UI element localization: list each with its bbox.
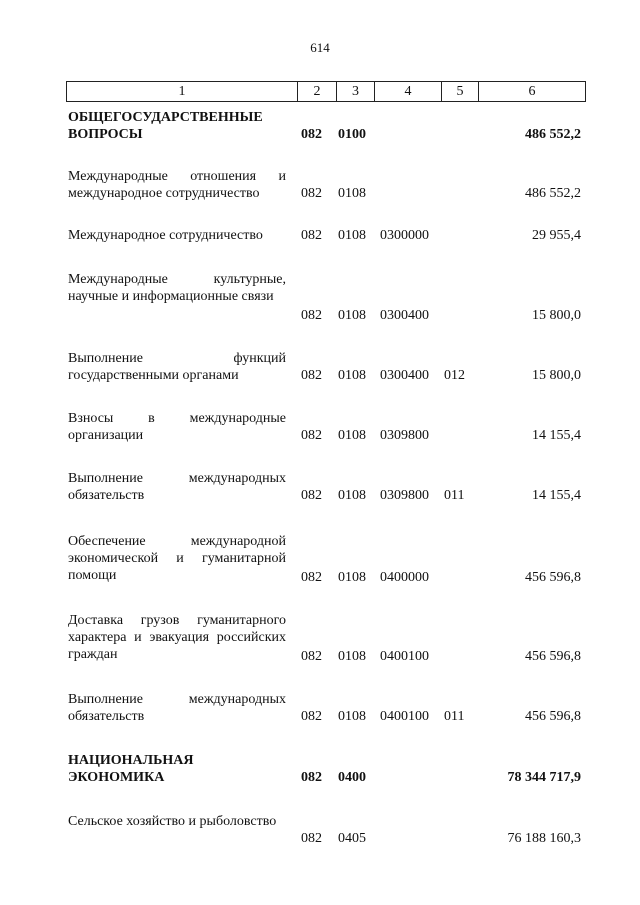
row-amount: 456 596,8 (525, 649, 581, 664)
row-code-target: 0400000 (380, 570, 429, 585)
header-col-1: 1 (178, 84, 186, 99)
row-code-target: 0300400 (380, 368, 429, 383)
row-amount: 14 155,4 (532, 428, 581, 443)
row-code-ministry: 082 (301, 308, 322, 323)
row-name: Международные культурные, научные и информационные связи (68, 272, 286, 304)
row-code-ministry: 082 (301, 831, 322, 846)
row-code-section: 0108 (338, 488, 366, 503)
row-code-section: 0108 (338, 228, 366, 243)
row-amount: 456 596,8 (525, 709, 581, 724)
row-code-section: 0108 (338, 649, 366, 664)
row-amount: 76 188 160,3 (507, 831, 581, 846)
row-amount: 15 800,0 (532, 368, 581, 383)
row-code-ministry: 082 (301, 488, 322, 503)
row-code-section: 0405 (338, 831, 366, 846)
row-amount: 486 552,2 (525, 127, 581, 142)
row-code-ministry: 082 (301, 709, 322, 724)
row-amount: 29 955,4 (532, 228, 581, 243)
row-code-ministry: 082 (301, 186, 322, 201)
row-amount: 78 344 717,9 (507, 770, 581, 785)
row-name: НАЦИОНАЛЬНАЯ ЭКОНОМИКА (68, 753, 194, 785)
row-name: Выполнение международных обязательств (68, 471, 286, 503)
row-name: Сельское хозяйство и рыболовство (68, 814, 277, 829)
row-code-ministry: 082 (301, 570, 322, 585)
header-col-3: 3 (336, 82, 374, 101)
header-col-6: 6 (478, 82, 585, 101)
header-col-5: 5 (441, 82, 478, 101)
row-code-expense: 011 (444, 709, 465, 724)
row-code-ministry: 082 (301, 428, 322, 443)
row-amount: 486 552,2 (525, 186, 581, 201)
row-code-section: 0108 (338, 709, 366, 724)
row-code-section: 0108 (338, 368, 366, 383)
row-code-section: 0108 (338, 570, 366, 585)
row-name: Доставка грузов гуманитарного характера и эвакуация российских граждан (68, 613, 286, 662)
row-code-target: 0400100 (380, 709, 429, 724)
row-name: Международное сотрудничество (68, 228, 263, 243)
row-code-target: 0400100 (380, 649, 429, 664)
row-code-section: 0108 (338, 308, 366, 323)
row-code-section: 0108 (338, 186, 366, 201)
row-name: ОБЩЕГОСУДАРСТВЕННЫЕ ВОПРОСЫ (68, 110, 263, 142)
row-amount: 15 800,0 (532, 308, 581, 323)
row-code-expense: 011 (444, 488, 465, 503)
header-col-4: 4 (374, 82, 441, 101)
row-code-section: 0400 (338, 770, 366, 785)
row-code-target: 0309800 (380, 428, 429, 443)
row-code-expense: 012 (444, 368, 465, 383)
row-name: Обеспечение международной экономической и гуманитарной помощи (68, 534, 286, 583)
row-code-ministry: 082 (301, 770, 322, 785)
row-code-target: 0300000 (380, 228, 429, 243)
row-code-ministry: 082 (301, 368, 322, 383)
row-code-ministry: 082 (301, 649, 322, 664)
table-header (66, 81, 586, 102)
row-code-section: 0100 (338, 127, 366, 142)
row-code-ministry: 082 (301, 228, 322, 243)
row-code-target: 0300400 (380, 308, 429, 323)
row-amount: 456 596,8 (525, 570, 581, 585)
page-number: 614 (310, 40, 330, 55)
header-col-2: 2 (297, 82, 336, 101)
row-code-ministry: 082 (301, 127, 322, 142)
row-code-section: 0108 (338, 428, 366, 443)
row-code-target: 0309800 (380, 488, 429, 503)
row-amount: 14 155,4 (532, 488, 581, 503)
row-name: Выполнение функций государственными органами (68, 351, 286, 383)
row-name: Выполнение международных обязательств (68, 692, 286, 724)
row-name: Взносы в международные организации (68, 411, 286, 443)
row-name: Международные отношения и международное сотрудничество (68, 169, 286, 201)
